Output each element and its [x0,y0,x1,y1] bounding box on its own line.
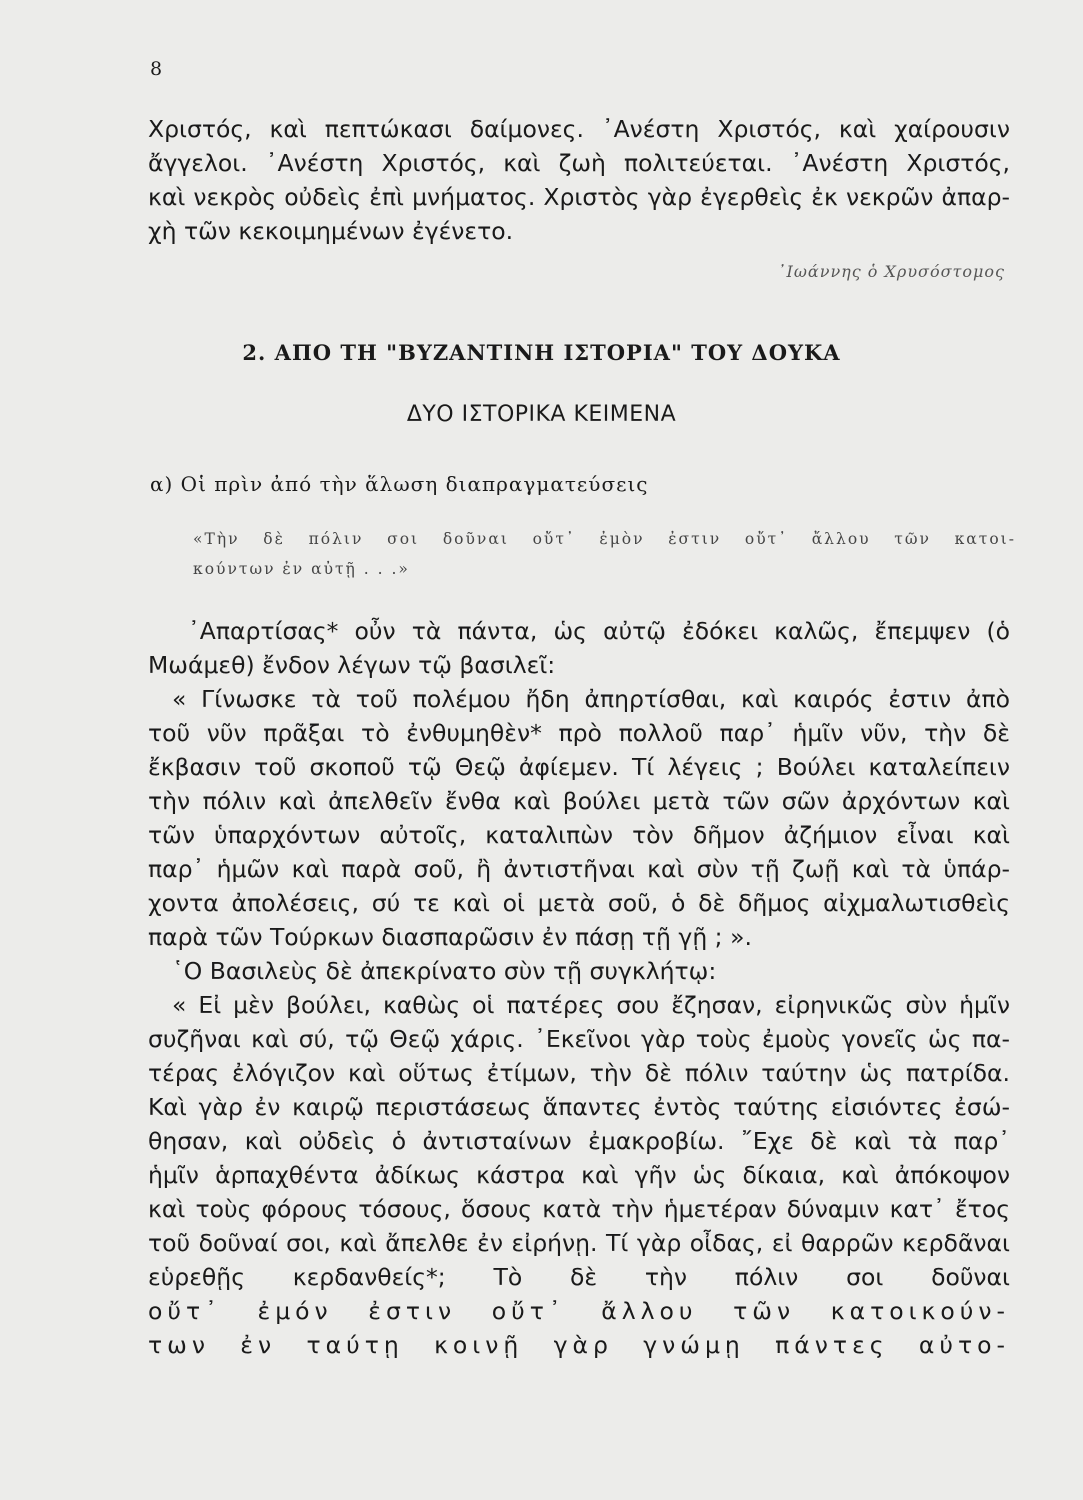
text-line: θησαν, καὶ οὐδεὶς ὁ ἀντισταίνων ἐμακροβίω. ῎Εχε δὲ καὶ τὰ παρ᾿ [148,1127,1010,1155]
text-line: των ἐν ταύτῃ κοινῇ γὰρ γνώμῃ πάντες αὐτο- [148,1331,1010,1359]
text-line: χοντα ἀπολέσεις, σύ τε καὶ οἱ μετὰ σοῦ, ὁ δὲ δῆμος αἰχμαλωτισθεὶς [148,889,1010,917]
section-heading: 2. ΑΠΟ ΤΗ "ΒΥΖΑΝΤΙΝΗ ΙΣΤΟΡΙΑ" ΤΟΥ ΔΟΥΚΑ [242,340,841,365]
text-line: οὔτ᾿ ἐμόν ἐστιν οὔτ᾿ ἄλλου τῶν κατοικούν- [148,1297,1010,1325]
intro-paragraph [148,112,1010,248]
main-text [148,614,1010,1362]
text-line: εὑρεθῇς κερδανθείς*; Τὸ δὲ τὴν πόλιν σοι δοῦναι [148,1263,1010,1291]
text-line: τέρας ἐλόγιζον καὶ οὕτως ἐτίμων, τὴν δὲ πόλιν ταύτην ὡς πατρίδα. [148,1059,1010,1087]
text-line: ἔκβασιν τοῦ σκοποῦ τῷ Θεῷ ἀφίεμεν. Τί λέγεις ; Βούλει καταλείπειν [148,753,1010,781]
text-line: ἡμῖν ἁρπαχθέντα ἀδίκως κάστρα καὶ γῆν ὡς δίκαια, καὶ ἀπόκοψον [148,1161,1010,1189]
text-line: καὶ νεκρὸς οὐδεὶς ἐπὶ μνήματος. Χριστὸς γὰρ ἐγερθεὶς ἐκ νεκρῶν ἀπαρ- [148,183,1010,211]
section-a-title: α) Οἱ πρὶν ἀπό τὴν ἅλωση διαπραγματεύσεις [150,472,649,496]
text-line: « Εἰ μὲν βούλει, καθὼς οἱ πατέρες σου ἔζησαν, εἰρηνικῶς σὺν ἡμῖν [172,991,1010,1019]
text-line: τῶν ὑπαρχόντων αὐτοῖς, καταλιπὼν τὸν δῆμον ἀζήμιον εἶναι καὶ [148,821,1010,849]
text-line: ῾Ο Βασιλεὺς δὲ ἀπεκρίνατο σὺν τῇ συγκλήτῳ: [172,957,717,985]
text-line: τοῦ νῦν πρᾶξαι τὸ ἐνθυμηθὲν* πρὸ πολλοῦ παρ᾿ ἡμῖν νῦν, τὴν δὲ [148,719,1010,747]
epigraph [193,524,1016,584]
page-number: 8 [150,58,163,80]
text-line: ᾿Απαρτίσας* οὖν τὰ πάντα, ὡς αὐτῷ ἐδόκει καλῶς, ἔπεμψεν (ὁ [188,617,1010,645]
epigraph-line: «Τὴν δὲ πόλιν σοι δοῦναι οὔτ᾿ ἐμὸν ἐστιν οὔτ᾿ ἄλλου τῶν κατοι- [193,530,1016,548]
text-line: « Γίνωσκε τὰ τοῦ πολέμου ἤδη ἀπηρτίσθαι, καὶ καιρός ἐστιν ἀπὸ [172,685,1010,713]
text-line: Καὶ γὰρ ἐν καιρῷ περιστάσεως ἅπαντες ἐντὸς ταύτης εἰσιόντες ἐσώ- [148,1093,1010,1121]
text-line: χὴ τῶν κεκοιμημένων ἐγένετο. [148,217,514,245]
text-line: τοῦ δοῦναί σοι, καὶ ἄπελθε ἐν εἰρήνῃ. Τί γὰρ οἶδας, εἰ θαρρῶν κερδᾶναι [148,1229,1010,1257]
text-line: καὶ τοὺς φόρους τόσους, ὅσους κατὰ τὴν ἡμετέραν δύναμιν κατ᾿ ἔτος [148,1195,1010,1223]
text-line: ἄγγελοι. ᾿Ανέστη Χριστός, καὶ ζωὴ πολιτεύεται. ᾿Ανέστη Χριστός, [148,149,1010,177]
text-line: παρ᾿ ἡμῶν καὶ παρὰ σοῦ, ἢ ἀντιστῆναι καὶ σὺν τῇ ζωῇ καὶ τὰ ὑπάρ- [148,855,1010,883]
text-line: τὴν πόλιν καὶ ἀπελθεῖν ἔνθα καὶ βούλει μετὰ τῶν σῶν ἀρχόντων καὶ [148,787,1010,815]
subheading: ΔΥΟ ΙΣΤΟΡΙΚΑ ΚΕΙΜΕΝΑ [406,402,677,427]
text-line: συζῆναι καὶ σύ, τῷ Θεῷ χάρις. ᾿Εκεῖνοι γὰρ τοὺς ἐμοὺς γονεῖς ὡς πα- [148,1025,1010,1053]
text-line: Χριστός, καὶ πεπτώκασι δαίμονες. ᾿Ανέστη Χριστός, καὶ χαίρουσιν [148,115,1010,143]
text-line: Μωάμεθ) ἔνδον λέγων τῷ βασιλεῖ: [148,651,556,679]
epigraph-line: κούντων ἐν αὐτῇ . . .» [193,560,410,578]
text-line: παρὰ τῶν Τούρκων διασπαρῶσιν ἐν πάσῃ τῇ γῇ ; ». [148,923,752,951]
attribution: ᾿Ιωάννης ὁ Χρυσόστομος [777,262,1005,281]
